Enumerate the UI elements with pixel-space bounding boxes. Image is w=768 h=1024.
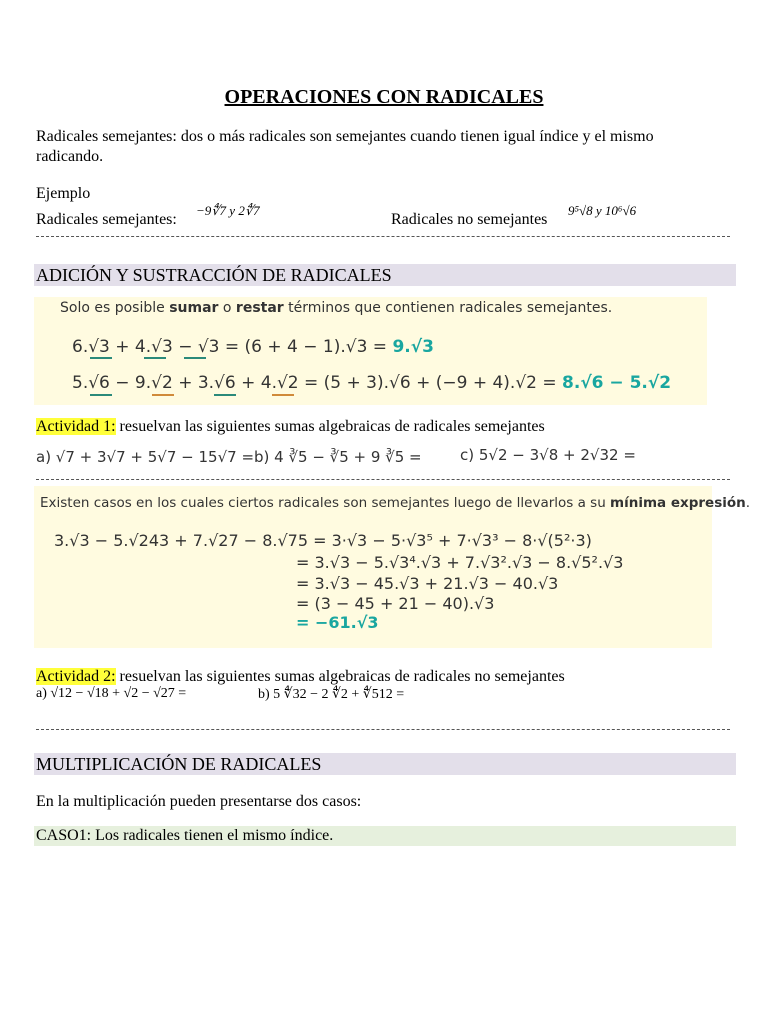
definition-text-cont: radicando. — [36, 148, 104, 165]
divider — [36, 236, 730, 237]
activity-1 — [36, 417, 545, 437]
section-heading-addition: ADICIÓN Y SUSTRACCIÓN DE RADICALES — [34, 264, 736, 286]
underline-mark — [272, 394, 294, 396]
nonsimilar-label: Radicales no semejantes — [391, 211, 548, 228]
example-2-result: 8.√6 − 5.√2 — [562, 373, 672, 393]
underline-mark — [214, 394, 236, 396]
underline-mark — [90, 357, 112, 359]
activity-2 — [36, 667, 565, 687]
page-title: OPERACIONES CON RADICALES — [224, 86, 544, 108]
step-5-result: = −61.√3 — [296, 613, 379, 632]
activity-1-item-b: b) 4 ∛5 − ∛5 + 9 ∛5 = — [254, 448, 422, 466]
step-3: = 3.√3 − 45.√3 + 21.√3 − 40.√3 — [296, 574, 559, 593]
activity-2-item-b: b) 5 ∜32 − 2 ∜2 + ∜512 = — [258, 687, 405, 702]
step-4: = (3 − 45 + 21 − 40).√3 — [296, 594, 495, 613]
activity-2-text: resuelvan las siguientes sumas algebraicas de radicales no semejantes — [115, 668, 565, 685]
simplification-box — [34, 486, 751, 648]
nonsimilar-expression: 9⁵√8 y 10⁶√6 — [568, 203, 637, 218]
activity-1-item-c: c) 5√2 − 3√8 + 2√32 = — [460, 446, 636, 464]
example-label: Ejemplo — [36, 185, 91, 202]
definition-text: Radicales semejantes: dos o más radicales son semejantes cuando tienen igual índice y el mismo — [36, 128, 654, 145]
example-1-equation: 6.√3 + 4.√3 − √3 = (6 + 4 − 1).√3 = 9.√3 — [72, 337, 434, 357]
step-1: 3.√3 − 5.√243 + 7.√27 − 8.√75 = 3·√3 − 5·√3⁵ + 7·√3³ − 8·√(5²·3) — [54, 531, 592, 550]
step-2: = 3.√3 − 5.√3⁴.√3 + 7.√3².√3 − 8.√5².√3 — [296, 553, 624, 572]
example-1-result: 9.√3 — [392, 337, 434, 357]
section-heading-multiplication: MULTIPLICACIÓN DE RADICALES — [34, 753, 736, 775]
activity-2-item-a: a) √12 − √18 + √2 − √27 = — [36, 686, 187, 701]
rule-text: Solo es posible sumar o restar términos que contienen radicales semejantes. — [60, 300, 613, 316]
underline-mark — [144, 357, 166, 359]
activity-1-item-a: a) √7 + 3√7 + 5√7 − 15√7 = — [36, 448, 255, 466]
underline-mark — [90, 394, 112, 396]
simplification-text: Existen casos en los cuales ciertos radicales son semejantes luego de llevarlos a su mínima expresión. — [40, 495, 751, 511]
divider — [36, 479, 730, 480]
activity-1-label: Actividad 1: — [36, 418, 116, 435]
example-2-equation: 5.√6 − 9.√2 + 3.√6 + 4.√2 = (5 + 3).√6 + (−9 + 4).√2 = 8.√6 − 5.√2 — [72, 373, 672, 393]
similar-expression: −9∜7 y 2∜7 — [196, 203, 260, 218]
multiplication-intro: En la multiplicación pueden presentarse dos casos: — [36, 793, 362, 810]
activity-1-text: resuelvan las siguientes sumas algebraicas de radicales semejantes — [115, 418, 545, 435]
underline-mark — [184, 357, 206, 359]
activity-2-label: Actividad 2: — [36, 668, 116, 685]
similar-label: Radicales semejantes: — [36, 211, 177, 228]
underline-mark — [152, 394, 174, 396]
rule-box — [34, 297, 707, 405]
divider — [36, 729, 730, 730]
case-1-heading: CASO1: Los radicales tienen el mismo índice. — [34, 826, 736, 846]
